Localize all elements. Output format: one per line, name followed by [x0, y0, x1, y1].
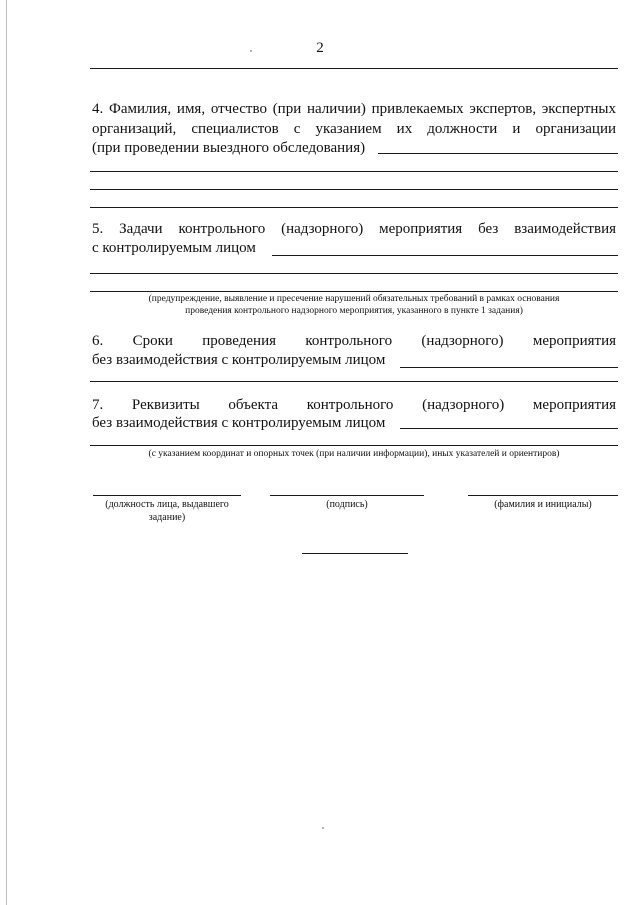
- name-caption: (фамилия и инициалы): [494, 499, 592, 510]
- page-edge: [6, 0, 7, 905]
- section-7-caption: (с указанием координат и опорных точек (при наличии информации), иных указателей и ориентиров): [148, 449, 560, 459]
- section-4-line-3: (при проведении выездного обследования): [92, 140, 366, 156]
- section-5-caption-1: (предупреждение, выявление и пресечение нарушений обязательных требований в рамках основания: [148, 294, 560, 304]
- page-number: 2: [316, 40, 324, 56]
- position-caption-1: (должность лица, выдавшего: [105, 499, 229, 510]
- section-4-fill-line-1[interactable]: [378, 153, 618, 154]
- section-5-line-1: 5. Задачи контрольного (надзорного) мероприятия без взаимодействия: [92, 221, 616, 237]
- section-6-fill-line-1[interactable]: [400, 367, 618, 368]
- section-4-fill-line-2[interactable]: [90, 171, 618, 172]
- section-5-line-2: с контролируемым лицом: [92, 240, 256, 256]
- section-5-caption-2: проведения контрольного надзорного мероприятия, указанного в пункте 1 задания): [185, 306, 523, 316]
- scan-speck: [322, 827, 324, 829]
- name-fill-line[interactable]: [468, 495, 618, 496]
- section-7-line-1: 7. Реквизиты объекта контрольного (надзорного) мероприятия: [92, 397, 616, 413]
- section-4-line-1: 4. Фамилия, имя, отчество (при наличии) привлекаемых экспертов, экспертных: [92, 101, 616, 117]
- section-7-line-2: без взаимодействия с контролируемым лицом: [92, 415, 386, 431]
- section-4-fill-line-3[interactable]: [90, 189, 618, 190]
- position-caption-2: задание): [148, 512, 186, 523]
- fill-line-top[interactable]: [90, 68, 618, 69]
- section-7-fill-line-2[interactable]: [90, 445, 618, 446]
- position-fill-line[interactable]: [93, 495, 241, 496]
- signature-fill-line[interactable]: [270, 495, 424, 496]
- section-4-line-2: организаций, специалистов с указанием их должности и организации: [92, 121, 616, 137]
- section-6-line-2: без взаимодействия с контролируемым лицом: [92, 352, 386, 368]
- section-7-fill-line-1[interactable]: [400, 428, 618, 429]
- section-5-fill-line-1[interactable]: [272, 255, 618, 256]
- closing-separator: [302, 553, 408, 554]
- section-5-fill-line-2[interactable]: [90, 273, 618, 274]
- section-6-fill-line-2[interactable]: [90, 381, 618, 382]
- section-4-fill-line-4[interactable]: [90, 207, 618, 208]
- section-6-line-1: 6. Сроки проведения контрольного (надзорного) мероприятия: [92, 333, 616, 349]
- section-5-fill-line-3[interactable]: [90, 291, 618, 292]
- scan-speck: [250, 50, 252, 52]
- signature-caption: (подпись): [326, 499, 368, 510]
